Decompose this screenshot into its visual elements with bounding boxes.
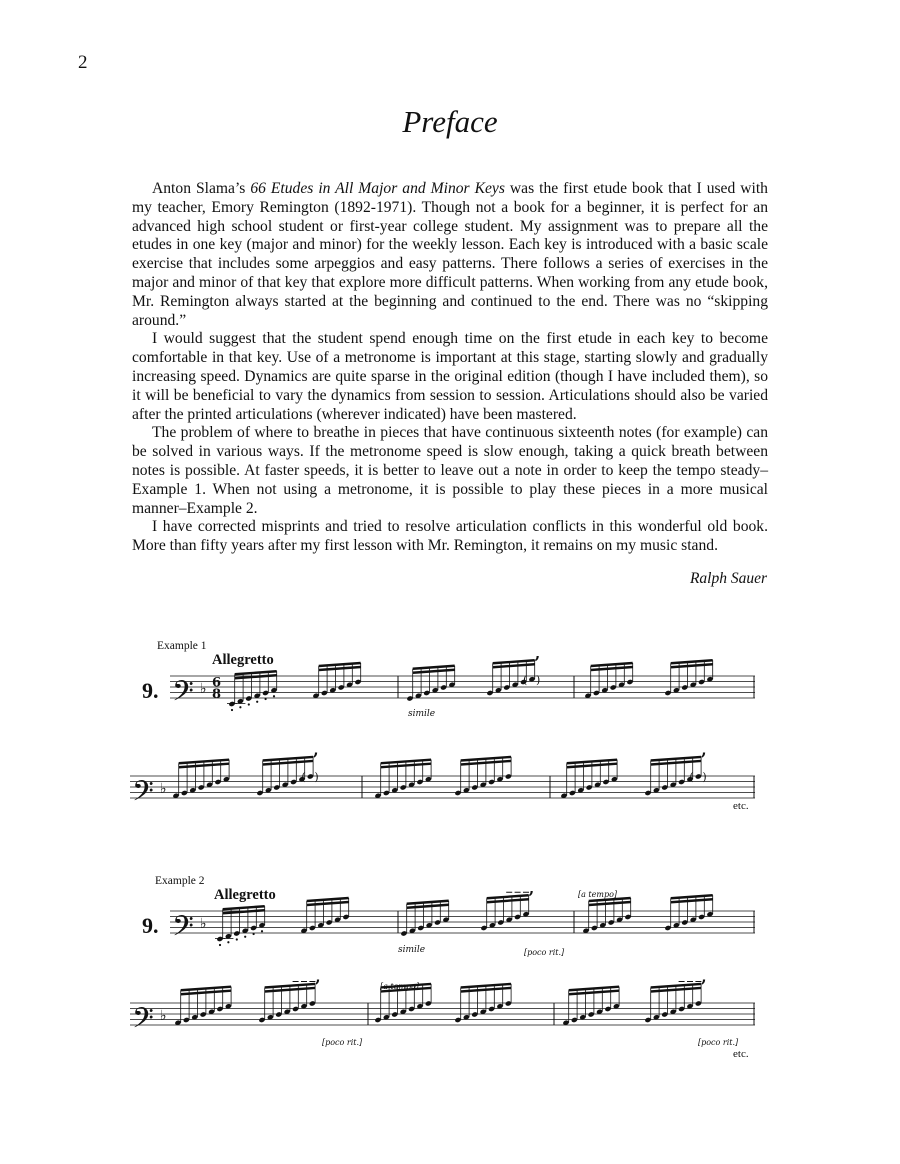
time-signature-bottom: 8	[212, 687, 222, 702]
bass-clef-icon: 𝄢	[172, 910, 194, 950]
beam	[671, 899, 713, 902]
parenthesis: (	[301, 770, 306, 784]
paragraph-4: I have corrected misprints and tried to resolve articulation conflicts in this wonderful old book. More than fifty years after my first lesson with Mr. Remington, it remains on my music stand.	[132, 518, 768, 555]
example-1-etc: etc.	[733, 800, 749, 812]
example-1-etude-number: 9.	[142, 678, 159, 703]
example-2-etude-number: 9.	[142, 913, 159, 938]
beam	[319, 667, 361, 670]
beam	[589, 902, 631, 905]
beam	[671, 664, 713, 667]
preface-body	[132, 180, 768, 556]
paragraph-3: The problem of where to breathe in pieces that have continuous sixteenth notes (for example) can be solved in various ways. If the metronome speed is slow enough, taking a quick breath between notes is possible. At faster speeds, it is better to leave out a note in order to keep the tempo steady–Example 1. When not using a metronome, it is possible to play these pieces in a more musical manner–Example 2.	[132, 424, 768, 517]
paragraph-1	[132, 180, 768, 330]
key-signature-flat: ♭	[200, 916, 207, 932]
paragraph-2: I would suggest that the student spend enough time on the first etude in each key to become comfortable in that key. Use of a metronome is important at this stage, starting slowly and gradually increasing speed. Dynamics are quite sparse in the original edition (though I have included them), so it will be beneficial to vary the dynamics from session to session. Articulations should also be varied after the printed articulations (wherever indicated) have been mastered.	[132, 330, 768, 423]
bass-clef-icon: 𝄢	[172, 675, 194, 715]
breath-mark: ,	[534, 643, 541, 663]
parenthesis: (	[523, 673, 528, 687]
staccato-dot	[248, 703, 250, 705]
beam	[407, 901, 449, 904]
time-signature-top: 6	[212, 675, 222, 691]
beam	[307, 902, 349, 905]
poco-rit-mark: [poco rit.]	[322, 1038, 363, 1047]
example-2-tempo: Allegretto	[214, 887, 276, 903]
beam	[591, 663, 633, 666]
key-signature-flat: ♭	[160, 781, 167, 797]
simile-mark: simile	[408, 709, 436, 719]
bass-clef-icon: 𝄢	[132, 775, 154, 815]
beam	[671, 895, 713, 898]
bass-clef-icon: 𝄢	[132, 1002, 154, 1042]
a-tempo-mark: [a tempo]	[578, 890, 618, 899]
staccato-dot	[261, 930, 263, 932]
parenthesis: )	[536, 673, 541, 687]
poco-rit-mark: [poco rit.]	[698, 1038, 739, 1047]
paragraph-1-rest: was the first etude book that I used with my teacher, Emory Remington (1892-1971). Though not a book for a beginner, it is perfect for an advanced high school student or first-year college student. My assignment was to prepare all the etudes in one key (major and minor) for the weekly lesson. Each key is introduced with a basic scale exercise that includes some arpeggios and easy patterns. There follows a series of exercises in the major and minor of that key that explore more difficult patterns. When working from any etude book, Mr. Remington always started at the beginning and continued to the end. There was no “skipping around.”	[132, 180, 768, 329]
beam	[407, 905, 449, 908]
parenthesis: )	[314, 770, 319, 784]
breath-mark: ,	[528, 878, 535, 898]
key-signature-flat: ♭	[200, 681, 207, 697]
simile-mark: simile	[398, 945, 426, 955]
staccato-dot	[231, 709, 233, 711]
staccato-dot	[256, 701, 258, 703]
example-1-label: Example 1	[157, 640, 207, 652]
example-2-etc: etc.	[733, 1048, 749, 1060]
page-number: 2	[78, 52, 88, 73]
page-title: Preface	[402, 104, 498, 139]
beam	[319, 663, 361, 666]
beam	[591, 667, 633, 670]
example-2-label: Example 2	[155, 875, 205, 887]
beam	[307, 898, 349, 901]
parenthesis: )	[702, 770, 707, 784]
example-2-staff-2	[130, 966, 755, 1060]
book-title: 66 Etudes in All Major and Minor Keys	[250, 180, 505, 197]
parenthesis: (	[689, 770, 694, 784]
beam	[671, 660, 713, 663]
a-tempo-mark: [a tempo]	[380, 982, 420, 991]
signature: Ralph Sauer	[689, 570, 767, 587]
paragraph-1-intro: Anton Slama’s	[152, 180, 251, 197]
beam	[223, 906, 265, 909]
poco-rit-mark: [poco rit.]	[524, 948, 565, 957]
beam	[493, 664, 535, 667]
staccato-dot	[239, 706, 241, 708]
beam	[487, 895, 529, 898]
staccato-dot	[273, 695, 275, 697]
example-1-tempo: Allegretto	[212, 652, 274, 668]
key-signature-flat: ♭	[160, 1008, 167, 1024]
beam	[413, 666, 455, 669]
example-1-staff-2	[130, 739, 755, 830]
staccato-dot	[219, 944, 221, 946]
breath-mark: ,	[701, 739, 707, 759]
beam	[413, 670, 455, 673]
staccato-dot	[244, 936, 246, 938]
staccato-dot	[236, 938, 238, 940]
beam	[487, 899, 529, 902]
breath-mark: ,	[701, 966, 707, 986]
breath-mark: ,	[315, 966, 321, 986]
staccato-dot	[227, 941, 229, 943]
beam	[493, 660, 535, 663]
staccato-dot	[253, 933, 255, 935]
staccato-dot	[265, 698, 267, 700]
breath-mark: ,	[313, 739, 319, 759]
beam	[235, 671, 277, 674]
